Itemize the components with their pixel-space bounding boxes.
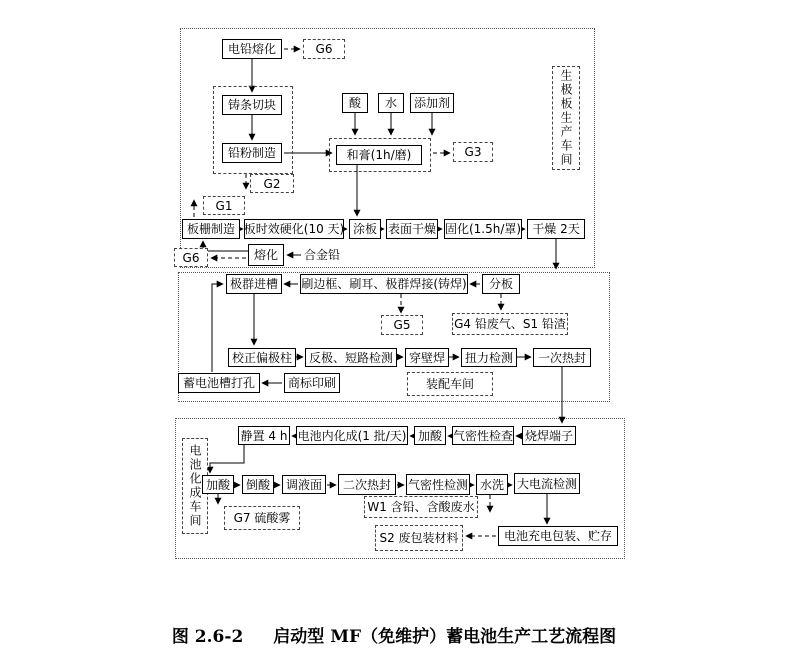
node-internal-formation: 电池内化成(1 批/天) (296, 426, 408, 445)
node-g6-left: G6 (174, 248, 208, 267)
node-g5: G5 (381, 315, 423, 335)
node-terminal-welding: 烧焊端子 (522, 426, 576, 445)
node-g2: G2 (250, 174, 294, 193)
node-acid-filling-2: 加酸 (202, 475, 234, 494)
node-grid-casting: 板栅制造 (182, 219, 240, 239)
node-bar-casting: 铸条切块 (222, 95, 282, 115)
node-w1: W1 含铅、含酸废水 (364, 496, 478, 518)
node-g4-s1: G4 铅废气、S1 铅渣 (452, 313, 568, 335)
node-water: 水 (378, 93, 404, 113)
node-additive: 添加剂 (410, 93, 454, 113)
figure-caption (0, 622, 788, 647)
node-charging-packing: 电池充电包装、贮存 (498, 526, 618, 546)
node-case-punching: 蓄电池槽打孔 (178, 373, 260, 393)
node-plate-separating: 分板 (482, 274, 520, 294)
figure-title: 启动型 MF（免维护）蓄电池生产工艺流程图 (273, 627, 617, 647)
node-torque-test: 扭力检测 (461, 348, 517, 367)
node-drying-2d: 干燥 2天 (527, 219, 585, 239)
node-first-heat-sealing: 一次热封 (533, 348, 591, 367)
label-plate-workshop: 生极板生产车间 (552, 66, 580, 170)
node-curing: 固化(1.5h/罩) (444, 219, 522, 239)
node-pole-correction: 校正偏极柱 (228, 348, 296, 367)
node-label-printing: 商标印刷 (284, 373, 340, 393)
node-lead-powder: 铅粉制造 (222, 143, 282, 163)
node-water-washing: 水洗 (476, 474, 508, 495)
node-g7: G7 硫酸雾 (224, 506, 300, 530)
node-acid: 酸 (342, 93, 368, 113)
label-assembly-workshop: 装配车间 (407, 372, 493, 396)
node-air-tightness-check: 气密性检查 (452, 426, 514, 445)
node-group-insertion: 极群进槽 (226, 274, 282, 294)
node-surface-drying: 表面干燥 (386, 219, 438, 239)
node-s2: S2 废包装材料 (375, 525, 463, 551)
text-alloy-lead: 合金铅 (304, 248, 341, 262)
node-brush-weld: 刷边框、刷耳、极群焊接(铸焊) (300, 274, 468, 294)
label-formation-workshop: 电池化成车间 (182, 438, 208, 534)
node-through-wall-welding: 穿壁焊 (405, 348, 449, 367)
node-air-tightness-test: 气密性检测 (406, 474, 470, 495)
node-pasting: 涂板 (349, 219, 381, 239)
node-aging-hardening: 板时效硬化(10 天) (244, 219, 344, 239)
node-g1: G1 (203, 196, 245, 215)
node-reverse-short-test: 反极、短路检测 (305, 348, 397, 367)
node-lead-melting: 电铅熔化 (222, 39, 282, 59)
node-high-current-test: 大电流检测 (514, 473, 580, 494)
node-level-adjusting: 调液面 (282, 475, 326, 494)
node-acid-pouring: 倒酸 (242, 475, 274, 494)
figure-number: 图 2.6-2 (171, 627, 244, 647)
node-paste-mixing: 和膏(1h/磨) (336, 145, 422, 165)
node-melting: 熔化 (248, 244, 284, 266)
node-g3: G3 (453, 142, 493, 162)
node-second-heat-sealing: 二次热封 (338, 474, 396, 495)
node-standing-4h: 静置 4 h (238, 426, 290, 445)
node-acid-filling-1: 加酸 (414, 426, 446, 445)
node-g6-top: G6 (303, 39, 345, 59)
